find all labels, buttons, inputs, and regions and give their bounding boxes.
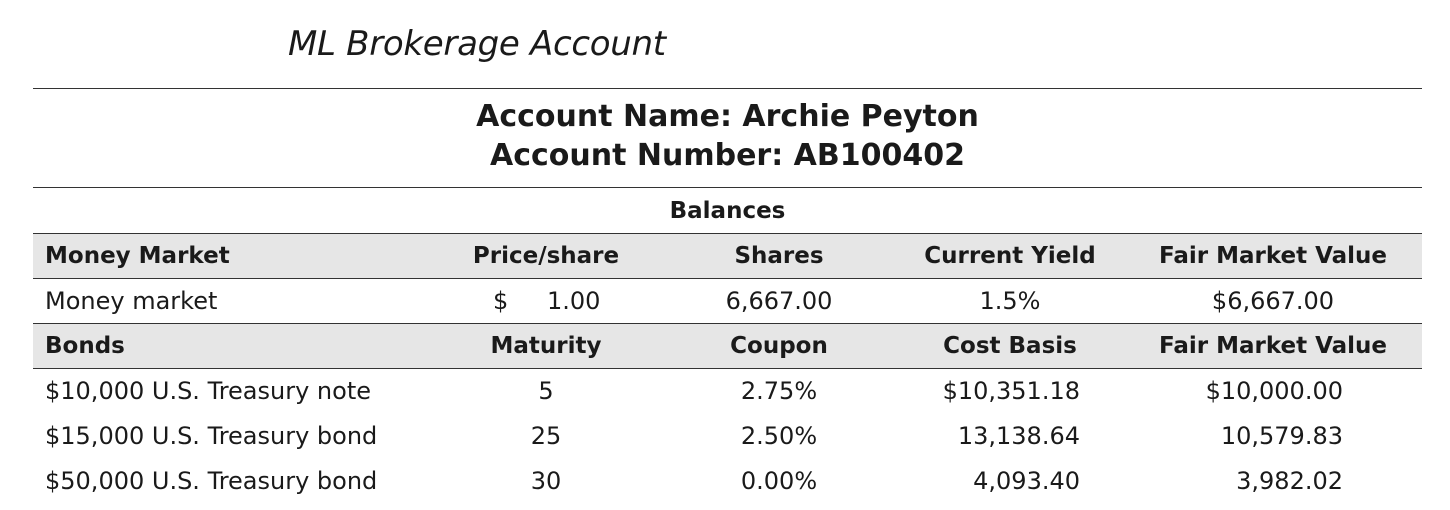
account-name: Account Name: Archie Peyton [476, 99, 979, 134]
document-title: ML Brokerage Account [288, 24, 666, 64]
table-row [33, 414, 1422, 458]
mm-currency: $ [493, 287, 509, 315]
header-coupon: Coupon [730, 333, 828, 359]
table-row [33, 279, 1422, 323]
bond-cost-basis: 13,138.64 [957, 422, 1080, 450]
header-price-share: Price/share [472, 243, 620, 269]
mm-name: Money market [45, 287, 218, 315]
mm-fmv: $6,667.00 [1211, 287, 1335, 315]
header-bonds: Bonds [45, 333, 125, 359]
bonds-header-row [33, 324, 1422, 368]
account-header [33, 97, 1422, 175]
bond-name: $50,000 U.S. Treasury bond [45, 467, 378, 495]
bond-coupon: 2.75% [740, 377, 818, 405]
header-fair-market-value: Fair Market Value [1158, 243, 1388, 269]
mm-yield: 1.5% [979, 287, 1041, 315]
bond-name: $10,000 U.S. Treasury note [45, 377, 371, 405]
account-number: Account Number: AB100402 [489, 138, 965, 173]
bond-fmv: $10,000.00 [1205, 377, 1343, 405]
bond-maturity: 25 [530, 422, 562, 450]
header-cost-basis: Cost Basis [943, 333, 1077, 359]
bond-maturity: 30 [530, 467, 562, 495]
bond-maturity: 5 [538, 377, 554, 405]
table-row [33, 369, 1422, 413]
header-maturity: Maturity [490, 333, 602, 359]
table-row [33, 459, 1422, 503]
money-market-header-row [33, 234, 1422, 278]
top-rule [33, 88, 1422, 89]
bond-fmv: 3,982.02 [1236, 467, 1343, 495]
bond-fmv: 10,579.83 [1220, 422, 1343, 450]
header-money-market: Money Market [45, 243, 230, 269]
mm-price: 1.00 [547, 287, 601, 315]
header-shares: Shares [734, 243, 824, 269]
bond-name: $15,000 U.S. Treasury bond [45, 422, 378, 450]
header-bonds-fair-market-value: Fair Market Value [1158, 333, 1388, 359]
bond-cost-basis: $10,351.18 [942, 377, 1080, 405]
mm-shares: 6,667.00 [725, 287, 833, 315]
bond-coupon: 0.00% [740, 467, 818, 495]
header-rule [33, 187, 1422, 188]
balances-caption: Balances [669, 198, 786, 224]
bond-coupon: 2.50% [740, 422, 818, 450]
header-current-yield: Current Yield [924, 243, 1096, 269]
bond-cost-basis: 4,093.40 [973, 467, 1080, 495]
